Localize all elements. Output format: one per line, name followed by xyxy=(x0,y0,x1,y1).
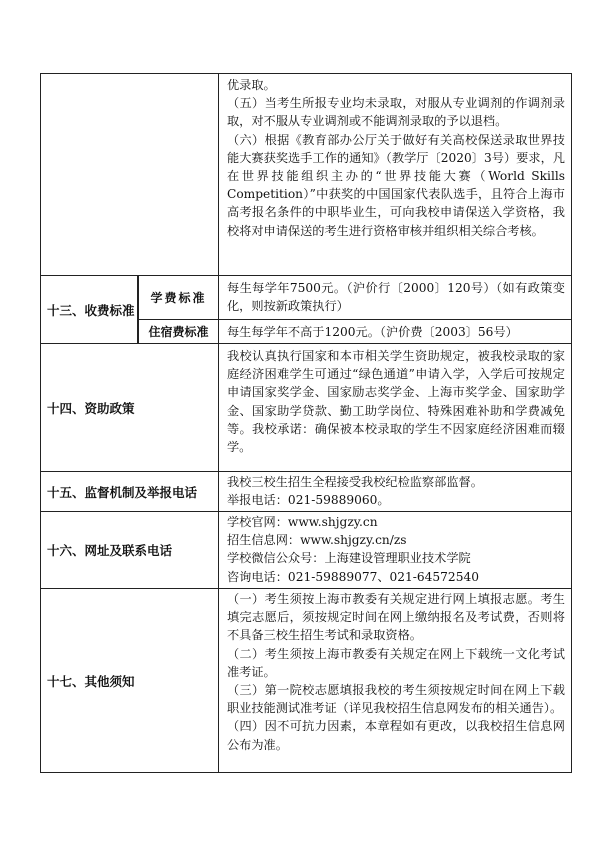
row-label-cell xyxy=(41,276,138,343)
row-label-cell xyxy=(41,472,219,511)
row-label: 十五、监督机制及举报电话 xyxy=(47,484,198,500)
continued-content-cell xyxy=(219,74,571,275)
dorm-label-cell xyxy=(138,319,219,343)
admission-rules-table xyxy=(40,73,572,773)
dorm-label: 住宿费标准 xyxy=(148,325,209,339)
paragraph: （一）考生须按上海市教委有关规定进行网上填报志愿。考生填完志愿后，须按规定时间在网上缴纳报名及考试费，否则将不具备三校生招生考试和录取资格。 xyxy=(227,592,565,643)
paragraph: （三）第一院校志愿填报我校的考生须按规定时间在网上下载职业技能测试准考证（详见我校招生信息网发布的相关通告）。 xyxy=(227,683,565,716)
other-notes-content-cell xyxy=(219,589,571,772)
empty-label-cell xyxy=(41,74,219,275)
report-phone: 举报电话：021-59889060。 xyxy=(227,493,390,508)
paragraph: （二）考生须按上海市教委有关规定在网上下载统一文化考试准考证。 xyxy=(227,646,565,679)
tuition-label-cell xyxy=(138,276,219,319)
supervision-content-cell xyxy=(219,472,571,511)
paragraph: 我校认真执行国家和本市相关学生资助规定，被我校录取的家庭经济困难学生可通过“绿色通道”申请入学，入学后可按规定申请国家奖学金、国家励志奖学金、上海市奖学金、国家助学金、国家助学贷款、勤工助学岗位、特殊困难补助和学费减免等。我校承诺：确保被本校录取的学生不因家庭经济困难而辍学。 xyxy=(227,349,565,455)
website-line: 学校官网：www.shjgzy.cn xyxy=(227,515,378,529)
table-row-fees xyxy=(41,275,571,343)
dorm-text: 每生每学年不高于1200元。（沪价费〔2003〕56号） xyxy=(227,325,518,339)
table-row-other-notes xyxy=(41,588,571,772)
row-label: 十七、其他须知 xyxy=(47,673,135,689)
paragraph: （四）因不可抗力因素，本章程如有更改，以我校招生信息网公布为准。 xyxy=(227,719,565,752)
paragraph: （六）根据《教育部办公厅关于做好有关高校保送录取世界技能大赛获奖选手工作的通知》（教学厅〔2020〕3号）要求，凡在世界技能组织主办的“世界技能大赛（World Skills Competition）”中获奖的中国国家代表队选手，且符合上海市高考报名条件的中职毕业生，可向我校申请保送入学资格，我校将对申请保送的考生进行资格审核并组织相关综合考核。 xyxy=(227,132,565,238)
financial-aid-content-cell xyxy=(219,344,571,471)
tuition-label: 学费标准 xyxy=(150,291,207,305)
wechat-line: 学校微信公众号：上海建设管理职业技术学院 xyxy=(227,551,471,566)
row-label: 十六、网址及联系电话 xyxy=(47,543,173,558)
paragraph: 我校三校生招生全程接受我校纪检监察部监督。 xyxy=(227,475,483,489)
table-row-supervision xyxy=(41,471,571,511)
row-label-cell xyxy=(41,589,219,772)
paragraph: （五）当考生所报专业均未录取，对服从专业调剂的作调剂录取，对不服从专业调剂或不能调剂录取的予以退档。 xyxy=(227,96,565,129)
row-label-cell xyxy=(41,344,219,471)
phone-line: 咨询电话：021-59889077、021-64572540 xyxy=(227,569,479,584)
tuition-content-cell xyxy=(219,276,571,319)
dorm-content-cell xyxy=(219,319,571,343)
table-row-continued xyxy=(41,74,571,275)
row-label: 十三、收费标准 xyxy=(47,302,135,318)
contact-content-cell xyxy=(219,512,571,588)
paragraph: 优录取。 xyxy=(227,78,276,92)
tuition-text: 每生每学年7500元。（沪价行〔2000〕120号）（如有政策变化，则按新政策执行） xyxy=(227,281,565,314)
table-row-contact xyxy=(41,511,571,588)
row-label: 十四、资助政策 xyxy=(47,400,135,416)
admission-site-line: 招生信息网：www.shjgzy.cn/zs xyxy=(227,533,407,548)
table-row-financial-aid xyxy=(41,343,571,471)
row-label-cell xyxy=(41,512,219,588)
